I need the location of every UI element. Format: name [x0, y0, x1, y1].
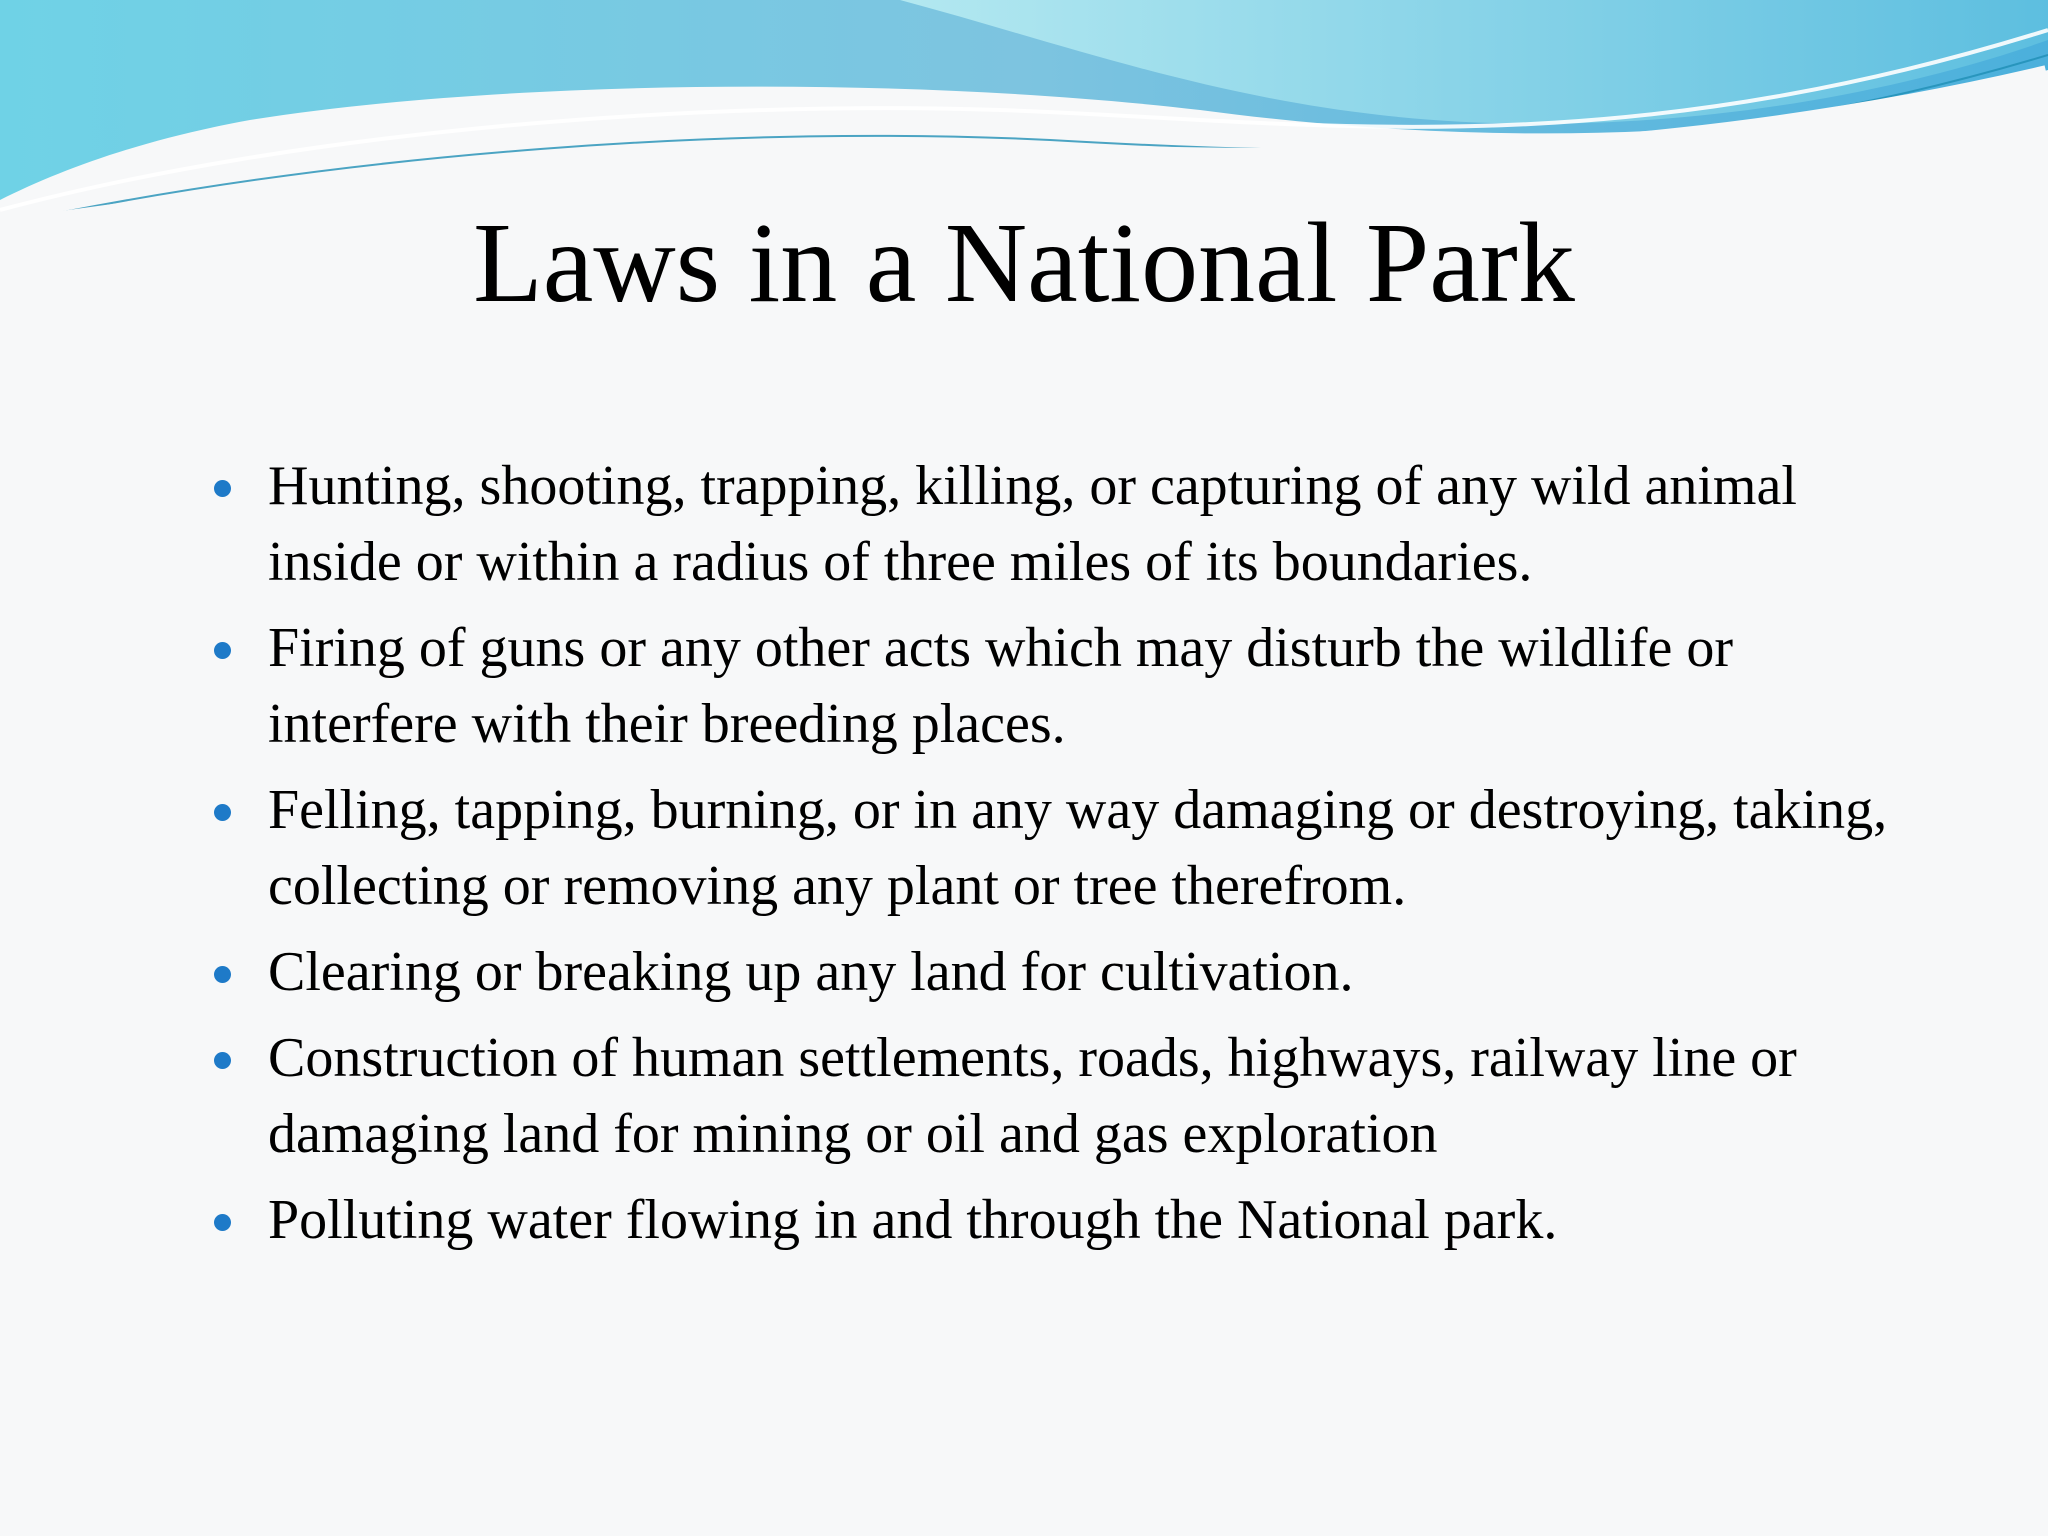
- bullet-text: Firing of guns or any other acts which may disturb the wildlife or interfere with their breeding places.: [268, 617, 1734, 755]
- bullet-item: [210, 1182, 1920, 1258]
- bullet-item: [210, 610, 1920, 762]
- bullet-text: Clearing or breaking up any land for cultivation.: [268, 941, 1354, 1003]
- bullet-item: [210, 772, 1920, 924]
- bullet-dot-icon: [214, 804, 231, 821]
- bullet-item: [210, 934, 1920, 1010]
- bullet-text: Hunting, shooting, trapping, killing, or capturing of any wild animal inside or within a radius of three miles of its boundaries.: [268, 455, 1797, 593]
- bullet-text: Polluting water flowing in and through the National park.: [268, 1189, 1558, 1251]
- bullet-list: [210, 448, 1920, 1268]
- slide-title: Laws in a National Park: [473, 199, 1575, 326]
- bullet-dot-icon: [214, 480, 231, 497]
- bullet-dot-icon: [214, 966, 231, 983]
- bullet-dot-icon: [214, 1052, 231, 1069]
- bullet-text: Felling, tapping, burning, or in any way damaging or destroying, taking, collecting or removing any plant or tree therefrom.: [268, 779, 1888, 917]
- bullet-dot-icon: [214, 642, 231, 659]
- bullet-item: [210, 448, 1920, 600]
- bullet-item: [210, 1020, 1920, 1172]
- bullet-text: Construction of human settlements, roads, highways, railway line or damaging land for mining or oil and gas exploration: [268, 1027, 1797, 1165]
- bullet-dot-icon: [214, 1214, 231, 1231]
